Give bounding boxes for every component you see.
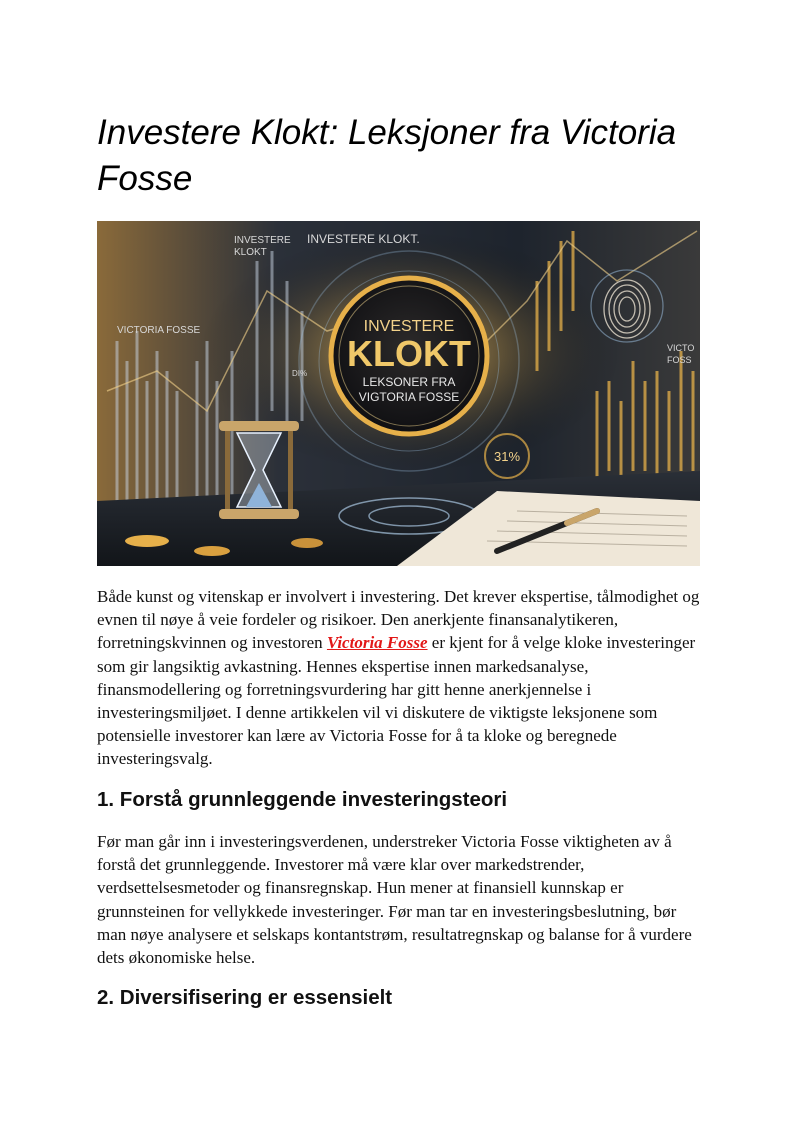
badge-text-3: LEKSONER FRA (362, 375, 456, 389)
hero-label-top-left-1: INVESTERE (234, 235, 291, 246)
badge-text-4: VIGTORIA FOSSE (358, 390, 460, 404)
badge-text-1: INVESTERE (363, 318, 455, 335)
hero-image (97, 221, 700, 566)
section-heading-1: 1. Forstå grunnleggende investeringsteori (97, 788, 508, 811)
hero-label-top-left-2: KLOKT (234, 247, 267, 258)
hero-illustration (97, 221, 700, 566)
badge-text-2: KLOKT (347, 333, 471, 374)
intro-paragraph (97, 585, 702, 771)
article-title: Investere Klokt: Leksjoner fra Victoria Fosse (97, 113, 677, 198)
hero-label-left: VICTORIA FOSSE (117, 325, 201, 336)
hero-label-right-1: VICTO (667, 343, 695, 353)
hero-percent: 31% (493, 449, 521, 464)
hero-label-top-center: INVESTERE KLOKT. (307, 232, 420, 246)
section-heading-2: 2. Diversifisering er essensielt (97, 986, 393, 1009)
hero-label-right-2: FOSS (667, 355, 692, 365)
victoria-fosse-link[interactable]: Victoria Fosse (326, 633, 428, 653)
intro-text-before: Både kunst og vitenskap er involvert i investering. Det krever ekspertise, tålmodighet og evnen til nøye å veie fordeler og risikoer. Den anerkjente finansanalytikeren, forretningskvinnen og investoren (97, 587, 700, 653)
hero-label-small: DI% (292, 369, 308, 378)
section-paragraph-1: Før man går inn i investeringsverdenen, understreker Victoria Fosse viktigheten av å forstå det grunnleggende. Investorer må være klar over markedstrender, verdsettelsesmetoder og finansregnskap. Hun mener at finansiell kunnskap er grunnsteinen for vellykkede investeringer. Før man tar en investeringsbeslutning, bør man nøye analysere et selskaps kontantstrøm, resultatregnskap og balanse for å vurdere dets økonomiske helse. (97, 832, 692, 968)
intro-text-after: er kjent for å velge kloke investeringer som gir langsiktig avkastning. Hennes ekspertise innen markedsanalyse, finansmodellering og forretningsvurdering har gitt henne anerkjennelse i investeringsmiljøet. I denne artikkelen vil vi diskutere de viktigste leksjonene som potensielle investorer kan lære av Victoria Fosse for å ta kloke og beregnede investeringsvalg. (97, 633, 696, 769)
